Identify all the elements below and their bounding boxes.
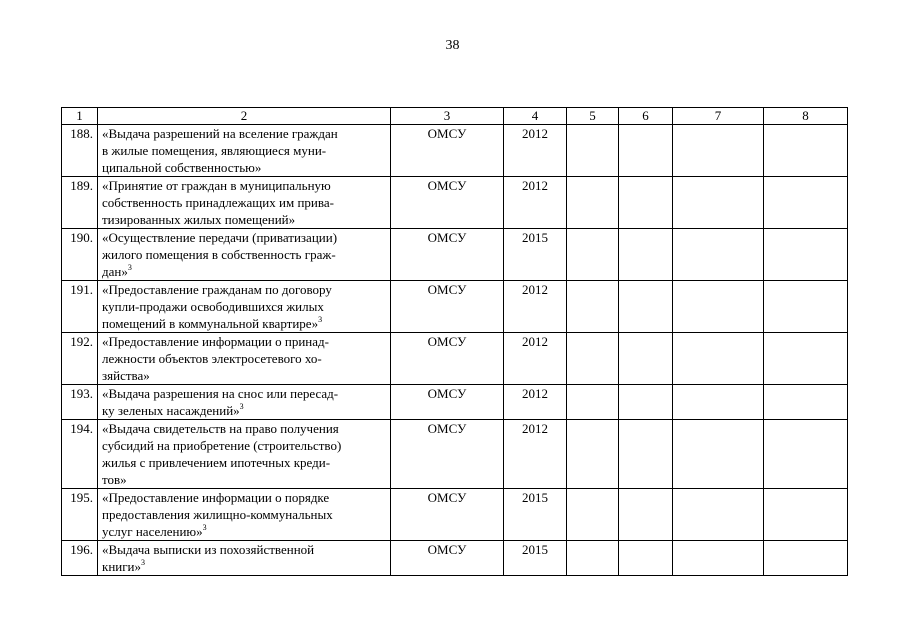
empty-cell xyxy=(567,229,619,281)
service-name-line: «Принятие от граждан в муниципальную xyxy=(102,178,331,193)
empty-cell xyxy=(567,541,619,576)
empty-cell xyxy=(764,177,848,229)
table-row xyxy=(62,281,848,333)
empty-cell xyxy=(764,541,848,576)
year: 2012 xyxy=(504,333,567,385)
year: 2015 xyxy=(504,489,567,541)
table-row xyxy=(62,333,848,385)
service-name-line: купли-продажи освободившихся жилых xyxy=(102,299,324,314)
header-cell: 7 xyxy=(673,108,764,125)
footnote-mark: 3 xyxy=(239,402,244,411)
empty-cell xyxy=(764,489,848,541)
year: 2015 xyxy=(504,229,567,281)
empty-cell xyxy=(673,333,764,385)
service-name-line: «Осуществление передачи (приватизации) xyxy=(102,230,338,245)
footnote-mark: 3 xyxy=(318,315,323,324)
service-name-line: лежности объектов электросетевого хо- xyxy=(102,351,322,366)
empty-cell xyxy=(673,420,764,489)
empty-cell xyxy=(673,489,764,541)
service-name xyxy=(98,333,391,385)
empty-cell xyxy=(673,281,764,333)
empty-cell xyxy=(673,385,764,420)
table-row xyxy=(62,541,848,576)
header-cell: 8 xyxy=(764,108,848,125)
responsible-body: ОМСУ xyxy=(391,541,504,576)
service-name xyxy=(98,229,391,281)
responsible-body: ОМСУ xyxy=(391,385,504,420)
responsible-body: ОМСУ xyxy=(391,177,504,229)
responsible-body: ОМСУ xyxy=(391,489,504,541)
empty-cell xyxy=(764,385,848,420)
services-table xyxy=(61,107,848,576)
footnote-mark: 3 xyxy=(202,523,207,532)
empty-cell xyxy=(673,177,764,229)
service-name-line: «Выдача свидетельств на право получения xyxy=(102,421,339,436)
footnote-mark: 3 xyxy=(127,263,132,272)
service-name-line: в жилые помещения, являющиеся муни- xyxy=(102,143,327,158)
empty-cell xyxy=(619,385,673,420)
service-name-line: дан» xyxy=(102,264,128,279)
responsible-body: ОМСУ xyxy=(391,281,504,333)
empty-cell xyxy=(567,385,619,420)
service-name-line: собственность принадлежащих им прива- xyxy=(102,195,334,210)
service-name xyxy=(98,177,391,229)
row-number: 192. xyxy=(62,333,98,385)
header-cell: 5 xyxy=(567,108,619,125)
service-name xyxy=(98,385,391,420)
year: 2012 xyxy=(504,281,567,333)
table-row xyxy=(62,420,848,489)
header-cell: 2 xyxy=(98,108,391,125)
empty-cell xyxy=(764,281,848,333)
empty-cell xyxy=(673,541,764,576)
row-number: 188. xyxy=(62,125,98,177)
empty-cell xyxy=(764,229,848,281)
empty-cell xyxy=(764,333,848,385)
service-name-line: «Выдача выписки из похозяйственной xyxy=(102,542,315,557)
service-name-line: помещений в коммунальной квартире» xyxy=(102,316,319,331)
table-row xyxy=(62,177,848,229)
service-name-line: тизированных жилых помещений» xyxy=(102,212,296,227)
header-cell: 3 xyxy=(391,108,504,125)
service-name xyxy=(98,125,391,177)
service-name-line: «Предоставление информации о принад- xyxy=(102,334,329,349)
table-row xyxy=(62,489,848,541)
service-name xyxy=(98,420,391,489)
year: 2012 xyxy=(504,125,567,177)
year: 2012 xyxy=(504,385,567,420)
empty-cell xyxy=(619,125,673,177)
service-name-line: субсидий на приобретение (строительство) xyxy=(102,438,342,453)
year: 2012 xyxy=(504,177,567,229)
row-number: 190. xyxy=(62,229,98,281)
table-row xyxy=(62,125,848,177)
service-name-line: тов» xyxy=(102,472,127,487)
header-cell: 1 xyxy=(62,108,98,125)
table-row xyxy=(62,385,848,420)
empty-cell xyxy=(567,125,619,177)
empty-cell xyxy=(567,333,619,385)
service-name-line: «Предоставление информации о порядке xyxy=(102,490,330,505)
service-name-line: предоставления жилищно-коммунальных xyxy=(102,507,333,522)
empty-cell xyxy=(764,125,848,177)
row-number: 189. xyxy=(62,177,98,229)
empty-cell xyxy=(764,420,848,489)
responsible-body: ОМСУ xyxy=(391,125,504,177)
service-name-line: «Предоставление гражданам по договору xyxy=(102,282,332,297)
empty-cell xyxy=(567,281,619,333)
empty-cell xyxy=(673,229,764,281)
service-name-line: «Выдача разрешений на вселение граждан xyxy=(102,126,338,141)
empty-cell xyxy=(619,281,673,333)
row-number: 195. xyxy=(62,489,98,541)
empty-cell xyxy=(619,177,673,229)
footnote-mark: 3 xyxy=(141,558,146,567)
row-number: 193. xyxy=(62,385,98,420)
empty-cell xyxy=(673,125,764,177)
service-name xyxy=(98,489,391,541)
empty-cell xyxy=(619,489,673,541)
page-number: 38 xyxy=(445,38,460,53)
service-name-line: жилья с привлечением ипотечных креди- xyxy=(102,455,331,470)
empty-cell xyxy=(567,177,619,229)
responsible-body: ОМСУ xyxy=(391,420,504,489)
empty-cell xyxy=(619,333,673,385)
empty-cell xyxy=(567,489,619,541)
service-name-line: книги» xyxy=(102,559,142,574)
year: 2015 xyxy=(504,541,567,576)
row-number: 194. xyxy=(62,420,98,489)
service-name-line: «Выдача разрешения на снос или пересад- xyxy=(102,386,339,401)
empty-cell xyxy=(619,229,673,281)
service-name-line: зяйства» xyxy=(102,368,150,383)
service-name-line: ку зеленых насаждений» xyxy=(102,403,240,418)
service-name-line: жилого помещения в собственность граж- xyxy=(102,247,336,262)
row-number: 196. xyxy=(62,541,98,576)
responsible-body: ОМСУ xyxy=(391,333,504,385)
header-cell: 4 xyxy=(504,108,567,125)
empty-cell xyxy=(567,420,619,489)
empty-cell xyxy=(619,541,673,576)
service-name-line: ципальной собственностью» xyxy=(102,160,262,175)
year: 2012 xyxy=(504,420,567,489)
row-number: 191. xyxy=(62,281,98,333)
service-name xyxy=(98,541,391,576)
service-name-line: услуг населению» xyxy=(102,524,203,539)
header-row xyxy=(62,108,848,125)
header-cell: 6 xyxy=(619,108,673,125)
empty-cell xyxy=(619,420,673,489)
table-row xyxy=(62,229,848,281)
responsible-body: ОМСУ xyxy=(391,229,504,281)
service-name xyxy=(98,281,391,333)
